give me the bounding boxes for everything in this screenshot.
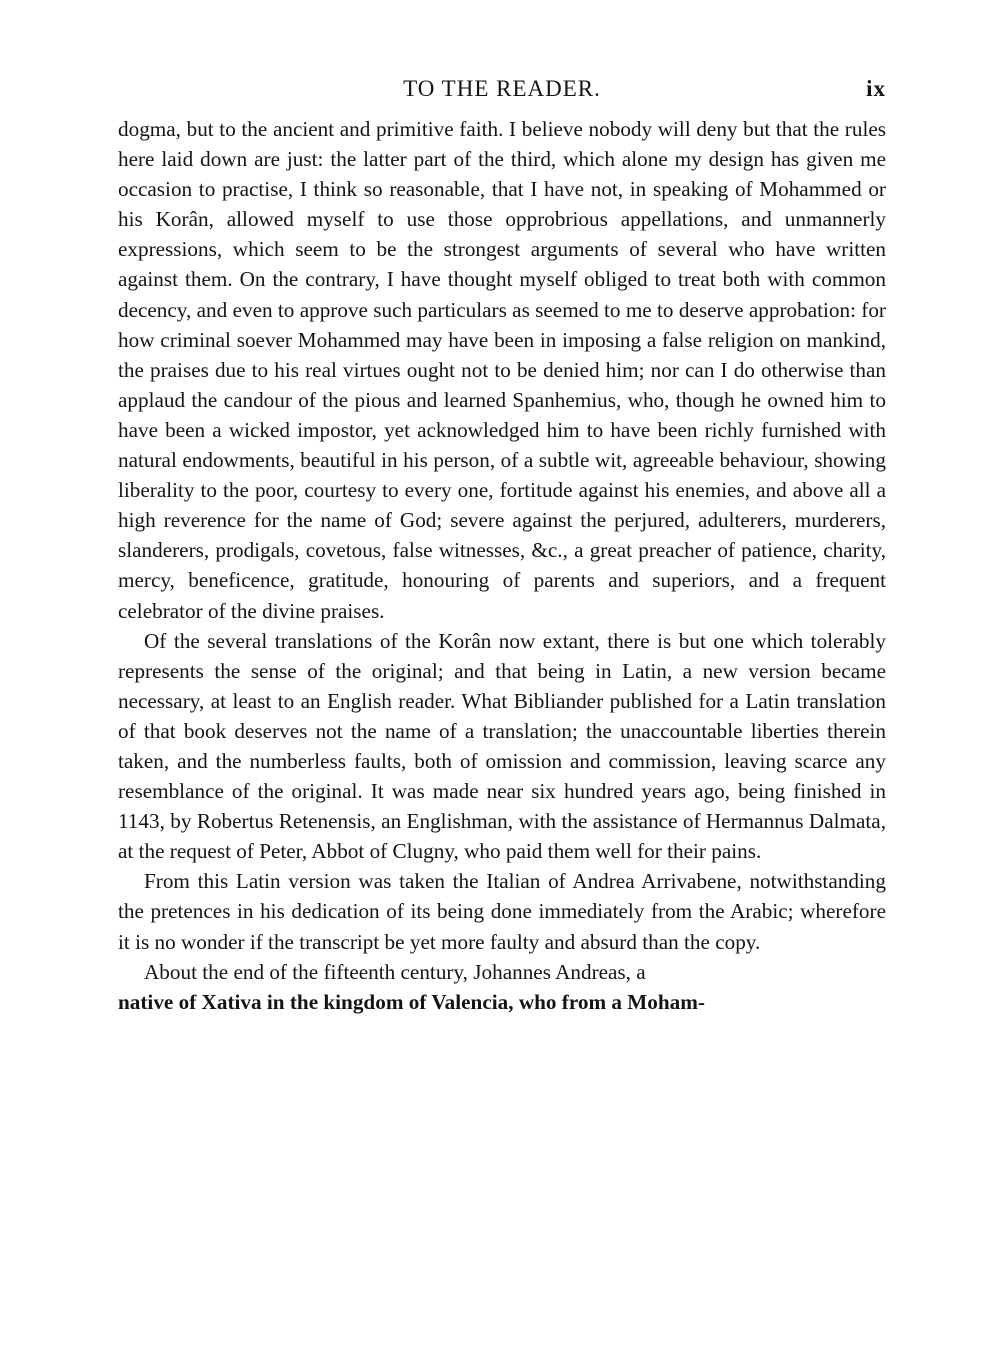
paragraph-continued: dogma, but to the ancient and primitive faith. I believe nobody will deny but that the rules here laid down are just: the latter part of the third, which alone my design has given me occasion to practise, I think so reasonable, that I have not, in speaking of Mohammed or his Korân, allowed myself to use those opprobrious appellations, and unmannerly expressions, which seem to be the strongest arguments of several who have written against them. On the contrary, I have thought myself obliged to treat both with common decency, and even to approve such particulars as seemed to me to deserve approbation: for how criminal soever Mohammed may have been in imposing a false religion on mankind, the praises due to his real virtues ought not to be denied him; nor can I do otherwise than applaud the candour of the pious and learned Spanhemius, who, though he owned him to have been a wicked impostor, yet acknowledged him to have been richly furnished with natural endowments, beautiful in his person, of a subtle wit, agreeable behaviour, showing liberality to the poor, courtesy to every one, fortitude against his enemies, and above all a high reverence for the name of God; severe against the perjured, adulterers, murderers, slanderers, prodigals, covetous, false witnesses, &c., a great preacher of patience, charity, mercy, beneficence, gratitude, honouring of parents and superiors, and a frequent celebrator of the divine praises. xyxy=(118,117,886,623)
running-header xyxy=(118,70,886,114)
page-body xyxy=(118,114,886,1017)
paragraph-johannes-andreas: About the end of the fifteenth century, Johannes Andreas, a xyxy=(144,959,646,984)
paragraph-translations: Of the several translations of the Korân now extant, there is but one which tolerably represents the sense of the original; and that being in Latin, a new version became necessary, at least to an English reader. What Bibliander published for a Latin translation of that book deserves not the name of a translation; the unaccountable liberties therein taken, and the numberless faults, both of omission and commission, leaving scarce any resemblance of the original. It was made near six hundred years ago, being finished in 1143, by Robertus Retenensis, an Englishman, with the assistance of Hermannus Dalmata, at the request of Peter, Abbot of Clugny, who paid them well for their pains. xyxy=(118,628,886,864)
paragraph-italian-version: From this Latin version was taken the Italian of Andrea Arrivabene, notwithstanding the pretences in his dedication of its being done immediately from the Arabic; wherefore it is no wonder if the transcript be yet more faulty and absurd than the copy. xyxy=(118,869,886,954)
paragraph-last-line: native of Xativa in the kingdom of Valencia, who from a Moham- xyxy=(118,989,705,1014)
book-page xyxy=(118,70,886,1017)
running-title: TO THE READER. xyxy=(403,76,601,101)
page-number: ix xyxy=(866,76,886,101)
